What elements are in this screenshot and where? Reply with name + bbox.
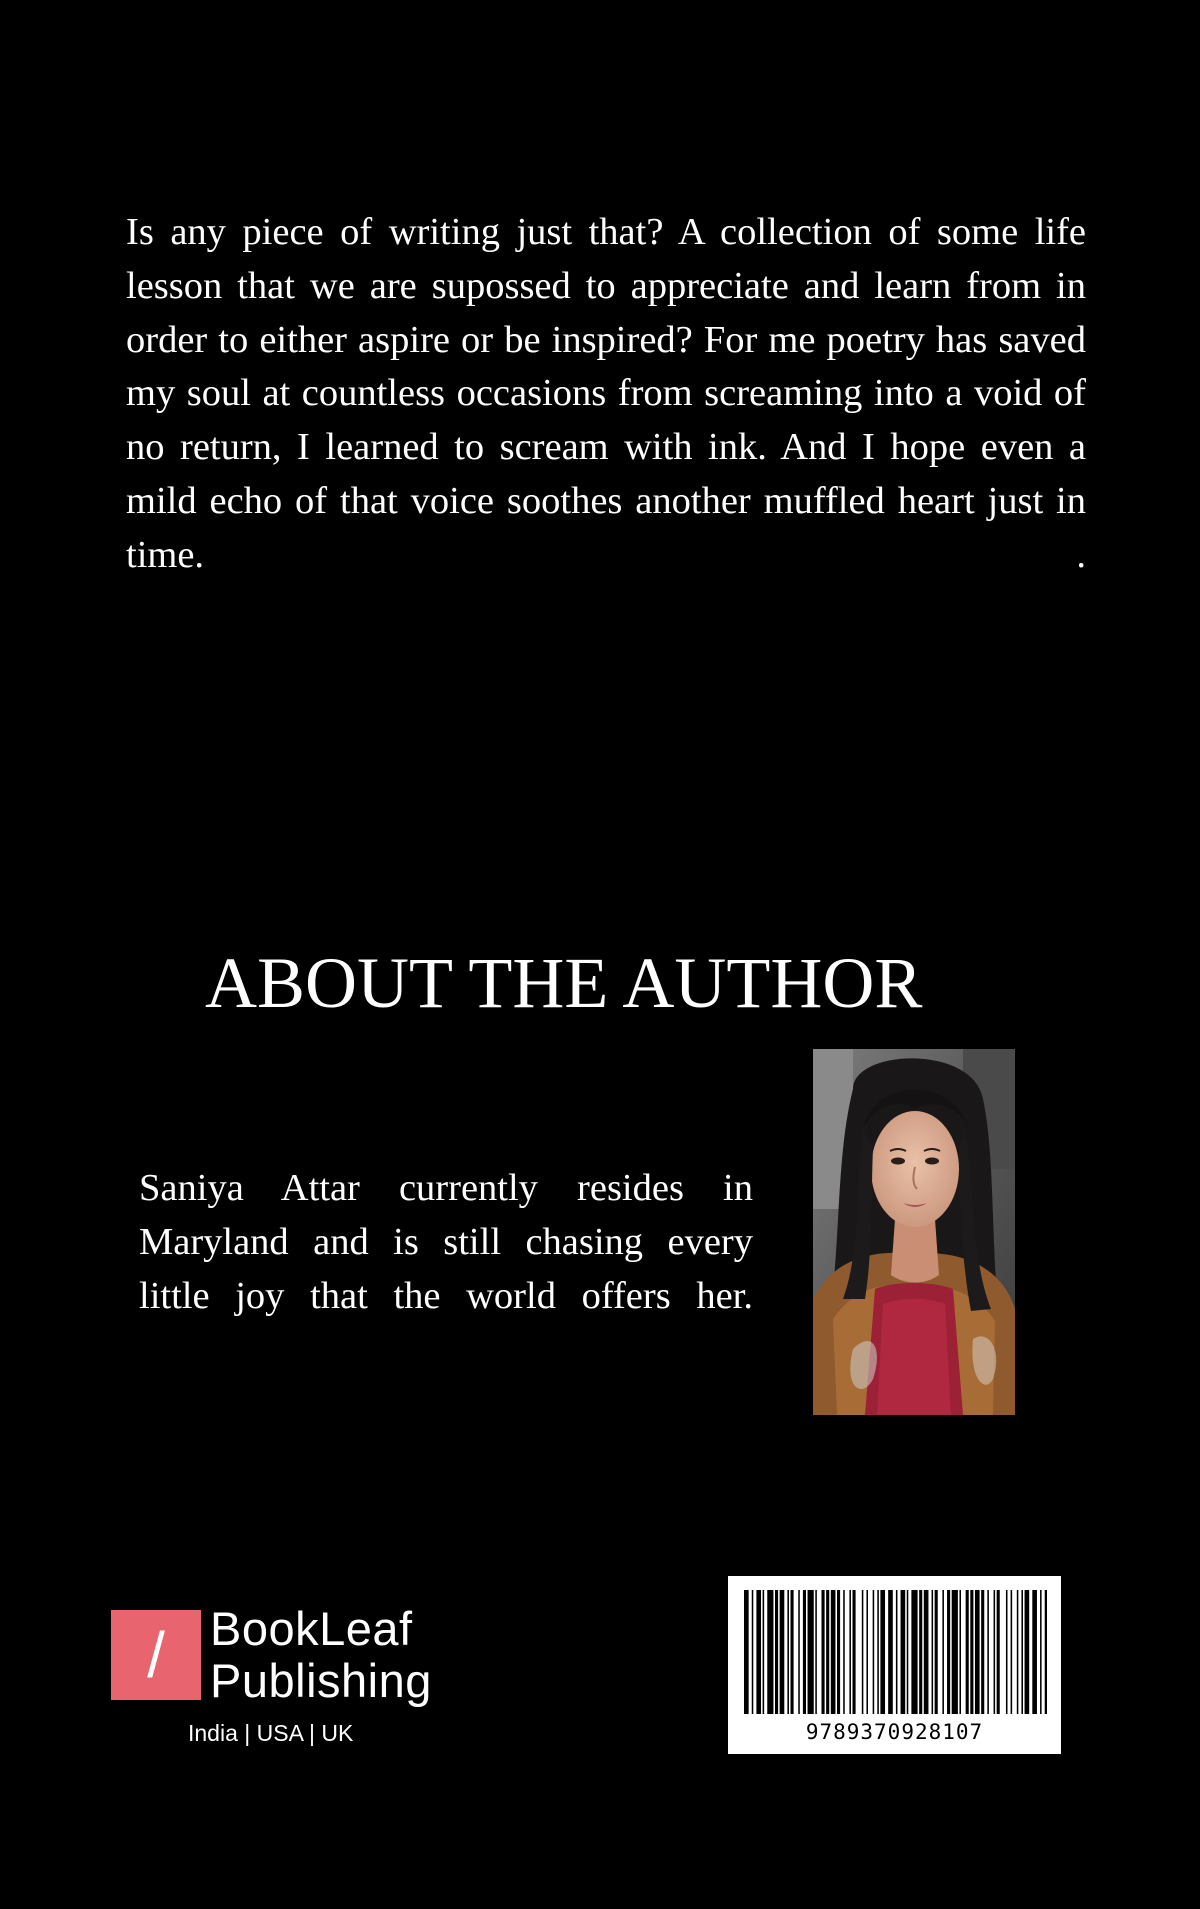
blurb-line: lesson that we are supossed to appreciate and learn from xyxy=(126,264,1042,307)
blurb-line: hope even a mild echo of that voice soothes another xyxy=(126,426,1086,522)
slash-icon: / xyxy=(147,1619,165,1691)
blurb-line: Is any piece of writing just that? A collection of some life xyxy=(126,211,1086,253)
cover-blurb xyxy=(126,206,1086,583)
publisher-name xyxy=(210,1603,432,1707)
barcode-icon xyxy=(742,1590,1047,1716)
bio-line: Saniya Attar currently resides in xyxy=(139,1167,753,1209)
bio-line: little joy that the world offers her. xyxy=(139,1275,753,1317)
bio-line: Maryland and is still chasing every xyxy=(139,1221,753,1263)
isbn-number: 9789370928107 xyxy=(805,1720,984,1744)
isbn-barcode xyxy=(728,1576,1061,1754)
publisher-regions: India | USA | UK xyxy=(188,1720,354,1746)
blurb-line: muffled heart just in time. . xyxy=(126,479,1086,576)
about-author-heading: ABOUT THE AUTHOR xyxy=(205,943,923,1023)
author-bio xyxy=(139,1161,753,1323)
blurb-line: in order to either aspire or be inspired? For me poetry has xyxy=(126,264,1086,361)
blurb-line: a void of no return, I learned to scream with ink. And I xyxy=(126,372,1086,469)
publisher-name-line2: Publishing xyxy=(210,1654,432,1707)
blurb-line: saved my soul at countless occasions from screaming into xyxy=(126,318,1086,415)
author-photo xyxy=(813,1049,1015,1415)
author-photo-illustration xyxy=(813,1049,1015,1415)
publisher-name-line1: BookLeaf xyxy=(210,1602,413,1655)
